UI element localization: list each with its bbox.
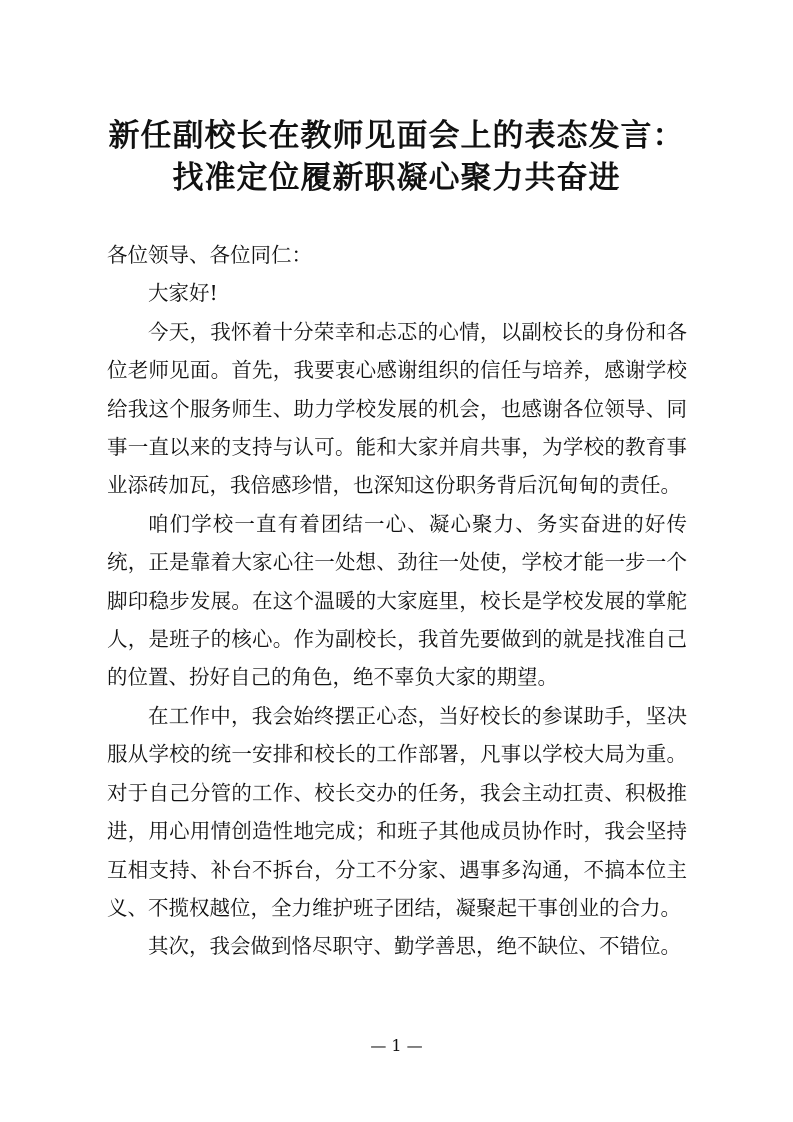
paragraph-greeting: 大家好! — [148, 281, 218, 306]
paragraph-tradition: 咱们学校一直有着团结一心、凝心聚力、务实奋进的好传统，正是靠着大家心往一处想、劲往一处使，学校才能一步一个脚印稳步发展。在这个温暖的大家庭里，校长是学校发展的掌舵人，是班子的核心。作为副校长，我首先要做到的就是找准自己的位置、扮好自己的角色，绝不辜负大家的期望。 — [107, 511, 687, 690]
paragraph-work-attitude: 在工作中，我会始终摆正心态，当好校长的参谋助手，坚决服从学校的统一安排和校长的工作部署，凡事以学校大局为重。对于自己分管的工作、校长交办的任务，我会主动扛责、积极推进，用心用情创造性地完成；和班子其他成员协作时，我会坚持互相支持、补台不拆台，分工不分家、遇事多沟通，不搞本位主义、不揽权越位，全力维护班子团结，凝聚起干事创业的合力。 — [107, 703, 687, 920]
document-title-line-1: 新任副校长在教师见面会上的表态发言： — [108, 118, 685, 154]
page-number: — 1 — — [370, 1036, 423, 1055]
salutation: 各位领导、各位同仁： — [107, 243, 312, 267]
document-body — [107, 236, 687, 966]
document-title-line-2: 找准定位履新职凝心聚力共奋进 — [172, 160, 621, 196]
paragraph-duties: 其次，我会做到恪尽职守、勤学善思，绝不缺位、不错位。 — [148, 934, 681, 959]
paragraph-introduction: 今天，我怀着十分荣幸和忐忑的心情，以副校长的身份和各位老师见面。首先，我要衷心感谢组织的信任与培养，感谢学校给我这个服务师生、助力学校发展的机会，也感谢各位领导、同事一直以来的支持与认可。能和大家并肩共事，为学校的教育事业添砖加瓦，我倍感珍惜，也深知这份职务背后沉甸甸的责任。 — [107, 319, 687, 498]
